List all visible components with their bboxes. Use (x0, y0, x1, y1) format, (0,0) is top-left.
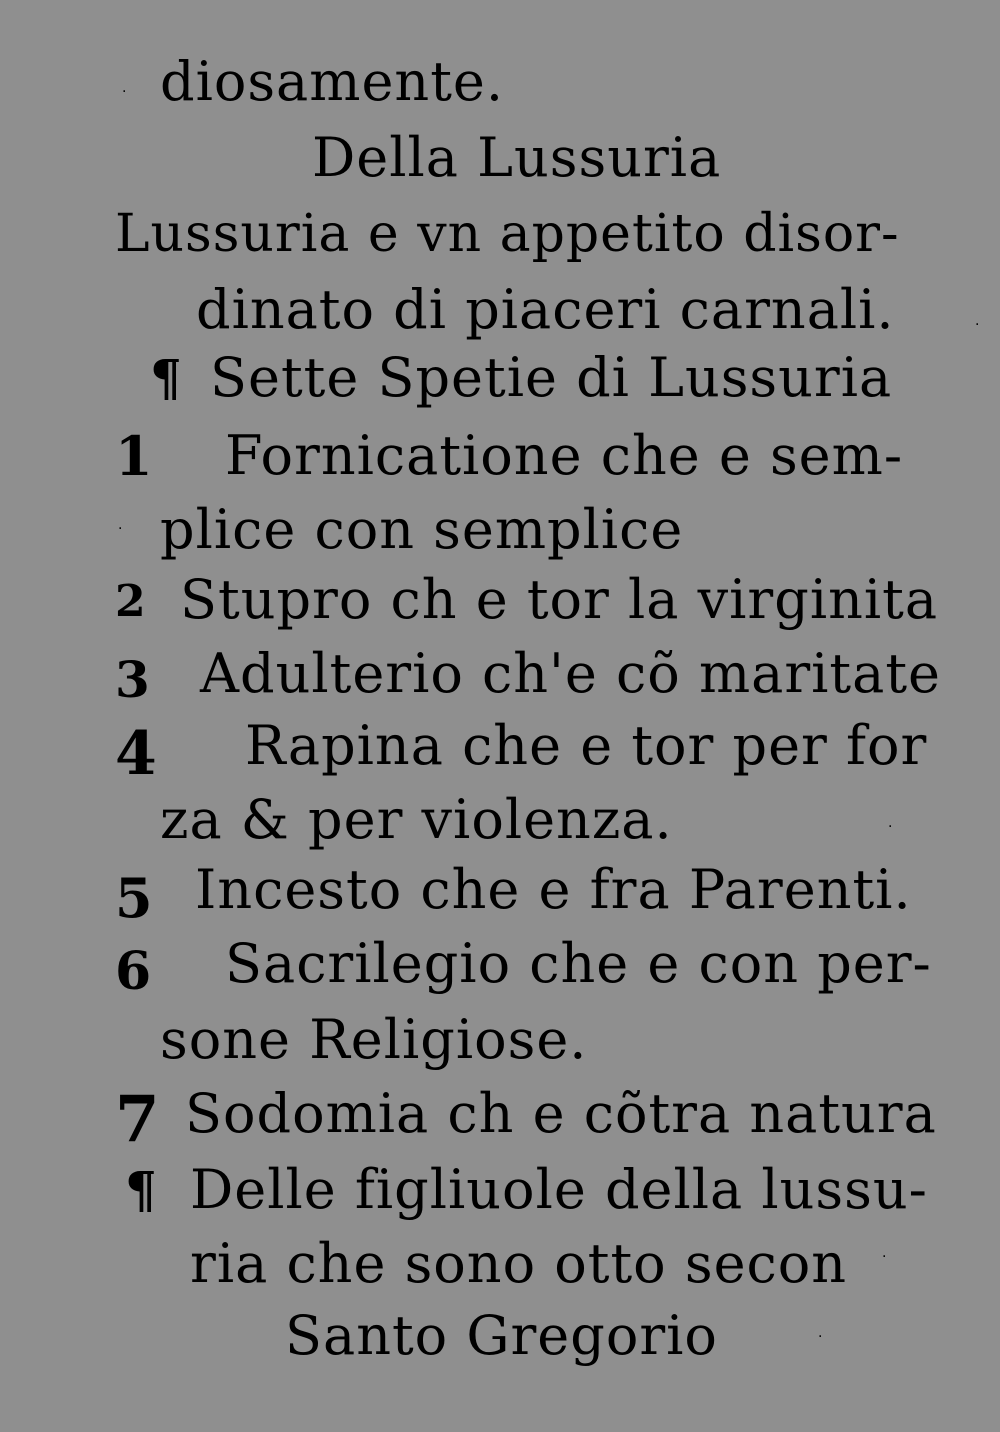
text-line-stupro: Stupro ch e tor la virginita (180, 568, 939, 631)
text-line-fornicatione: Fornicatione che e sem- (225, 424, 904, 487)
text-line-za: za & per violenza. (160, 788, 673, 851)
speck-mark: · (975, 317, 980, 333)
text-line-santo-gregorio: Santo Gregorio (285, 1304, 718, 1367)
pilcrow-mark-2: ¶ (125, 1160, 157, 1219)
item-number-3: 3 (115, 650, 150, 709)
text-line-4: dinato di piaceri carnali. (196, 278, 895, 341)
text-line-1: diosamente. (160, 50, 505, 113)
text-line-plice: plice con semplice (160, 498, 684, 561)
item-number-5: 5 (115, 866, 153, 930)
item-number-7: 7 (115, 1082, 160, 1157)
text-line-rapina: Rapina che e tor per for (245, 714, 928, 777)
pilcrow-mark-1: ¶ (150, 348, 182, 407)
text-line-sacrilegio: Sacrilegio che e con per- (225, 932, 932, 995)
speck-mark: · (888, 819, 893, 835)
text-line-adulterio: Adulterio ch'e cõ maritate (200, 642, 941, 705)
text-line-sodomia: Sodomia ch e cõtra natura (185, 1082, 937, 1145)
item-number-1: 1 (115, 424, 153, 488)
speck-mark: · (818, 1329, 823, 1345)
speck-mark: · (122, 84, 127, 100)
speck-mark: · (118, 521, 123, 537)
text-line-delle-figliuole: Delle figliuole della lussu- (190, 1158, 928, 1221)
text-line-3: Lussuria e vn appetito disor- (115, 204, 900, 264)
section-heading: Della Lussuria (312, 126, 722, 189)
item-number-6: 6 (115, 941, 152, 1002)
text-line-sone: sone Religiose. (160, 1008, 588, 1071)
subheading-sette-spetie: Sette Spetie di Lussuria (210, 346, 893, 409)
item-number-4: 4 (115, 719, 157, 789)
item-number-2: 2 (115, 576, 146, 627)
speck-mark: · (882, 1249, 887, 1265)
text-line-ria: ria che sono otto secon (190, 1232, 848, 1295)
text-line-incesto: Incesto che e fra Parenti. (195, 858, 912, 921)
